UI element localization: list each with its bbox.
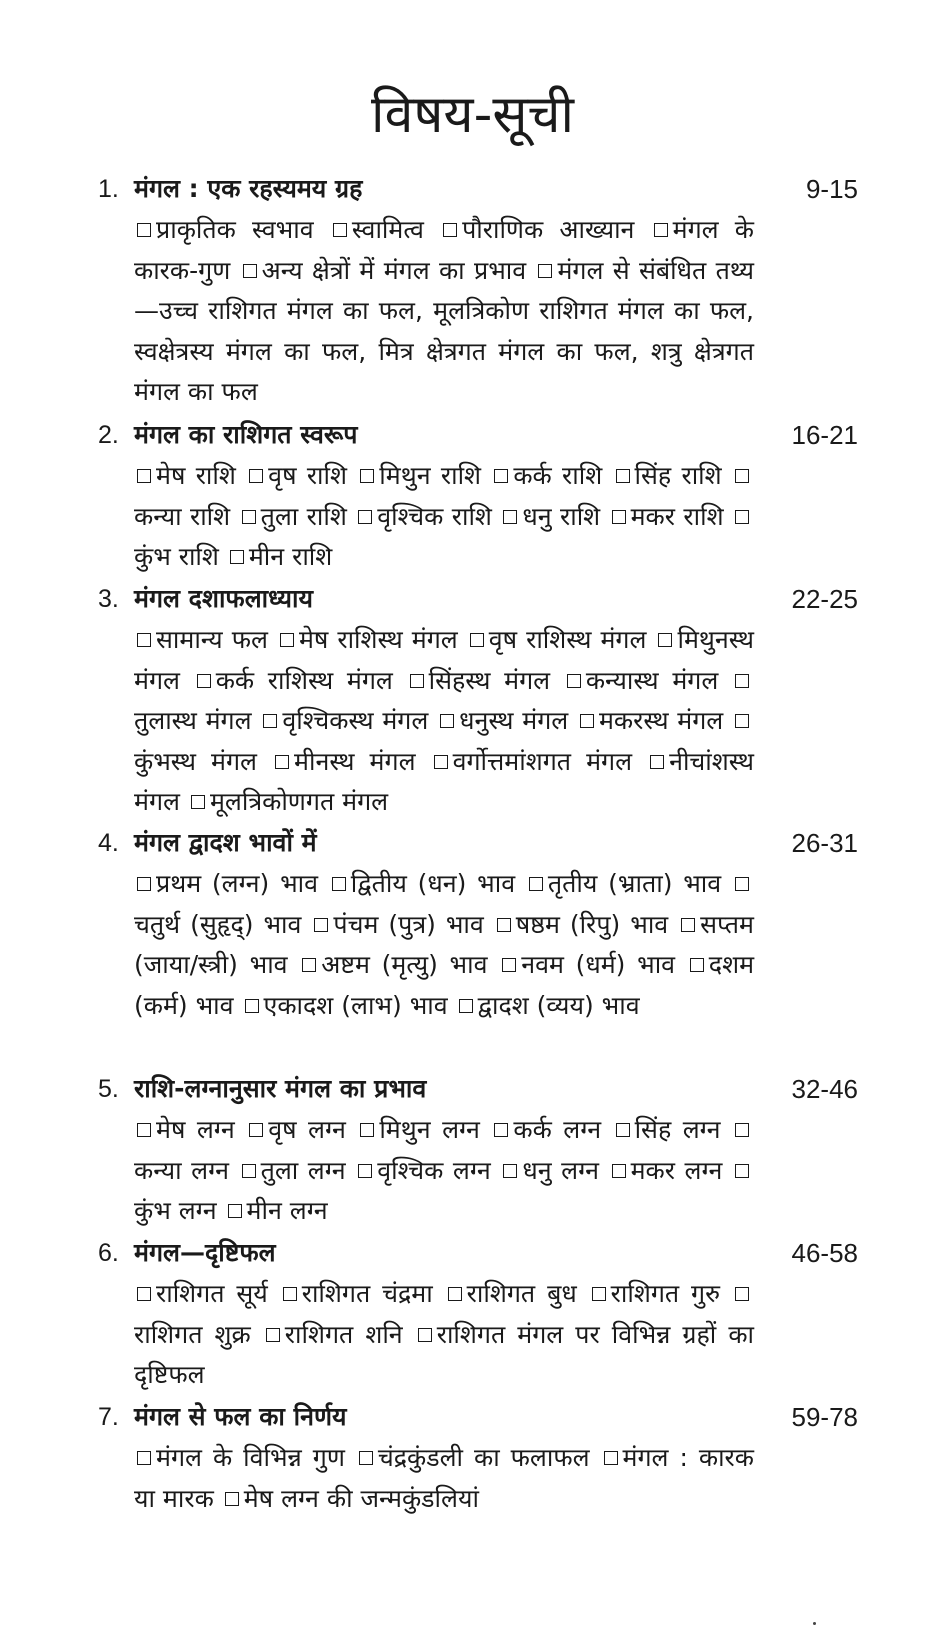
checkbox-bullet-icon [242, 1164, 256, 1178]
entry-page-range: 46-58 [791, 1238, 858, 1268]
checkbox-bullet-icon [681, 918, 695, 932]
checkbox-bullet-icon [538, 264, 552, 278]
list-item: कर्क राशिस्थ मंगल [215, 665, 393, 695]
list-item: कुंभस्थ मंगल [134, 746, 257, 776]
list-item: कुंभ राशि [134, 542, 219, 571]
list-item: मिथुन राशि [379, 461, 482, 490]
list-item: राशिगत चंद्रमा [301, 1279, 433, 1308]
checkbox-bullet-icon [494, 469, 508, 483]
list-item: नवम (धर्म) भाव [521, 950, 676, 979]
list-item: तुलास्थ मंगल [134, 706, 252, 735]
list-item: पंचम (पुत्र) भाव [333, 909, 484, 939]
list-item: कन्या राशि [134, 501, 231, 531]
list-item: कन्यास्थ मंगल [585, 665, 719, 695]
list-item: धनु राशि [522, 501, 601, 531]
list-item: मंगल के कारक-गुण [134, 215, 755, 285]
list-item: सिंह राशि [634, 461, 722, 490]
list-item: वर्गोत्तमांशगत मंगल [452, 746, 633, 776]
list-item: राशिगत गुरु [610, 1279, 721, 1308]
list-item: मीन राशि [248, 542, 333, 571]
checkbox-bullet-icon [249, 1123, 263, 1137]
list-item: राशिगत मंगल पर विभिन्न ग्रहों का दृष्टिफल [134, 1319, 754, 1389]
list-item: मीन लग्न [246, 1196, 328, 1225]
entry-heading [98, 1232, 858, 1274]
checkbox-bullet-icon [359, 1451, 373, 1465]
page-title: विषय-सूची [371, 85, 574, 145]
toc-entry-1 [98, 168, 858, 413]
checkbox-bullet-icon [360, 1123, 374, 1137]
checkbox-bullet-icon [314, 918, 328, 932]
entry-number: 4. [98, 829, 119, 857]
checkbox-bullet-icon [245, 999, 259, 1013]
checkbox-bullet-icon [360, 469, 374, 483]
checkbox-bullet-icon [280, 633, 294, 647]
toc-entry-4 [98, 822, 858, 1026]
list-item: नीचांशस्थ मंगल [134, 746, 754, 816]
list-item: वृष राशिस्थ मंगल [488, 625, 647, 654]
list-item: राशिगत बुध [466, 1279, 577, 1308]
entry-title: मंगल द्वादश भावों में [134, 828, 317, 857]
list-item: अष्टम (मृत्यु) भाव [321, 950, 488, 979]
list-item: मंगल से संबंधित तथ्य—उच्च राशिगत मंगल का फल, मूलत्रिकोण राशिगत मंगल का फल, स्वक्षेत्रस्य मंगल का फल, मित्र क्षेत्रगत मंगल का फल, शत्रु क्षेत्रगत मंगल का फल [134, 255, 754, 406]
list-item: सप्तम (जाया/स्त्री) भाव [134, 909, 754, 979]
checkbox-bullet-icon [137, 877, 151, 891]
entry-heading [98, 1068, 858, 1110]
checkbox-bullet-icon [494, 1123, 508, 1137]
checkbox-bullet-icon [332, 877, 346, 891]
list-item: तुला लग्न [260, 1155, 346, 1185]
list-item: मकरस्थ मंगल [598, 706, 724, 735]
checkbox-bullet-icon [735, 469, 749, 483]
checkbox-bullet-icon [735, 1287, 749, 1301]
entry-items [134, 864, 754, 1026]
list-item: वृष राशि [268, 461, 347, 490]
toc-entry-7 [98, 1396, 858, 1519]
toc-entry-5 [98, 1068, 858, 1232]
checkbox-bullet-icon [137, 469, 151, 483]
list-item: सामान्य फल [156, 625, 268, 654]
list-item: राशिगत सूर्य [156, 1279, 268, 1308]
checkbox-bullet-icon [735, 714, 749, 728]
list-item: प्रथम (लग्न) भाव [156, 869, 319, 898]
entry-number: 5. [98, 1075, 119, 1103]
list-item: राशिगत शनि [284, 1319, 403, 1349]
entry-heading [98, 822, 858, 864]
list-item: षष्ठम (रिपु) भाव [515, 909, 669, 939]
checkbox-bullet-icon [358, 1164, 372, 1178]
list-item: अन्य क्षेत्रों में मंगल का प्रभाव [261, 255, 527, 285]
list-item: कन्या लग्न [134, 1155, 229, 1185]
list-item: वृश्चिक लग्न [377, 1155, 491, 1185]
checkbox-bullet-icon [137, 1123, 151, 1137]
list-item: मेष लग्न [156, 1115, 235, 1144]
list-item: तुला राशि [260, 501, 347, 531]
entry-number: 2. [98, 421, 119, 449]
entry-number: 3. [98, 585, 119, 613]
entry-page-range: 32-46 [791, 1074, 858, 1104]
checkbox-bullet-icon [283, 1287, 297, 1301]
list-item: सिंहस्थ मंगल [428, 665, 551, 695]
list-item: कर्क राशि [513, 461, 603, 490]
checkbox-bullet-icon [470, 633, 484, 647]
entry-heading [98, 578, 858, 620]
list-item: मकर लग्न [630, 1155, 723, 1185]
page-mark [813, 1622, 816, 1625]
entry-heading [98, 414, 858, 456]
list-item: कर्क लग्न [513, 1115, 602, 1144]
checkbox-bullet-icon [497, 918, 511, 932]
checkbox-bullet-icon [448, 1287, 462, 1301]
entry-number: 1. [98, 175, 119, 203]
checkbox-bullet-icon [658, 633, 672, 647]
list-item: तृतीय (भ्राता) भाव [547, 869, 722, 898]
list-item: सिंह लग्न [634, 1115, 721, 1144]
checkbox-bullet-icon [410, 674, 424, 688]
entry-number: 7. [98, 1403, 119, 1431]
entry-page-range: 59-78 [791, 1402, 858, 1432]
list-item: स्वामित्व [351, 215, 424, 244]
checkbox-bullet-icon [230, 550, 244, 564]
checkbox-bullet-icon [275, 755, 289, 769]
entry-title: मंगल दशाफलाध्याय [134, 584, 314, 613]
checkbox-bullet-icon [191, 795, 205, 809]
entry-heading [98, 1396, 858, 1438]
list-item: पौराणिक आख्यान [462, 215, 635, 244]
checkbox-bullet-icon [735, 674, 749, 688]
entry-heading [98, 168, 858, 210]
entry-page-range: 26-31 [791, 828, 858, 858]
checkbox-bullet-icon [137, 1451, 151, 1465]
checkbox-bullet-icon [333, 223, 347, 237]
list-item: कुंभ लग्न [134, 1196, 217, 1225]
list-item: मेष लग्न की जन्मकुंडलियां [243, 1483, 479, 1513]
entry-page-range: 16-21 [791, 420, 858, 450]
list-item: मंगल के विभिन्न गुण [156, 1443, 345, 1472]
list-item: धनु लग्न [522, 1155, 600, 1185]
checkbox-bullet-icon [567, 674, 581, 688]
checkbox-bullet-icon [616, 469, 630, 483]
entry-items [134, 456, 754, 578]
checkbox-bullet-icon [612, 510, 626, 524]
checkbox-bullet-icon [443, 223, 457, 237]
checkbox-bullet-icon [502, 958, 516, 972]
checkbox-bullet-icon [735, 1123, 749, 1137]
checkbox-bullet-icon [225, 1492, 239, 1506]
entry-items [134, 1274, 754, 1396]
checkbox-bullet-icon [604, 1451, 618, 1465]
list-item: वृष लग्न [268, 1115, 346, 1144]
toc-entry-6 [98, 1232, 858, 1396]
list-item: मिथुन लग्न [379, 1115, 480, 1144]
checkbox-bullet-icon [580, 714, 594, 728]
checkbox-bullet-icon [302, 958, 316, 972]
checkbox-bullet-icon [358, 510, 372, 524]
checkbox-bullet-icon [249, 469, 263, 483]
checkbox-bullet-icon [137, 1287, 151, 1301]
list-item: मकर राशि [630, 501, 724, 531]
checkbox-bullet-icon [503, 1164, 517, 1178]
entry-items [134, 1110, 754, 1232]
list-item: चंद्रकुंडली का फलाफल [377, 1443, 590, 1472]
checkbox-bullet-icon [612, 1164, 626, 1178]
list-item: चतुर्थ (सुहृद्) भाव [134, 909, 302, 939]
checkbox-bullet-icon [529, 877, 543, 891]
list-item: द्वितीय (धन) भाव [350, 869, 516, 898]
entry-page-range: 22-25 [791, 584, 858, 614]
list-item: मंगल : कारक या मारक [134, 1443, 754, 1513]
checkbox-bullet-icon [266, 1328, 280, 1342]
checkbox-bullet-icon [735, 877, 749, 891]
list-item: द्वादश (व्यय) भाव [477, 990, 640, 1020]
checkbox-bullet-icon [616, 1123, 630, 1137]
checkbox-bullet-icon [197, 674, 211, 688]
entry-title: मंगल : एक रहस्यमय ग्रह [134, 174, 363, 203]
checkbox-bullet-icon [263, 714, 277, 728]
list-item: एकादश (लाभ) भाव [263, 990, 448, 1020]
checkbox-bullet-icon [137, 223, 151, 237]
checkbox-bullet-icon [228, 1204, 242, 1218]
checkbox-bullet-icon [735, 510, 749, 524]
entry-items [134, 620, 754, 823]
entry-items [134, 1438, 754, 1519]
checkbox-bullet-icon [418, 1328, 432, 1342]
checkbox-bullet-icon [434, 755, 448, 769]
checkbox-bullet-icon [137, 633, 151, 647]
entry-items [134, 210, 754, 413]
toc-entry-3 [98, 578, 858, 823]
list-item: मेष राशि [156, 461, 236, 490]
list-item: वृश्चिक राशि [377, 501, 492, 531]
checkbox-bullet-icon [654, 223, 668, 237]
toc-entry-2 [98, 414, 858, 578]
checkbox-bullet-icon [459, 999, 473, 1013]
list-item: दशम (कर्म) भाव [134, 950, 755, 1020]
entry-title: मंगल से फल का निर्णय [134, 1402, 347, 1431]
list-item: धनुस्थ मंगल [459, 706, 569, 735]
checkbox-bullet-icon [735, 1164, 749, 1178]
checkbox-bullet-icon [242, 510, 256, 524]
entry-title: मंगल—दृष्टिफल [134, 1238, 276, 1267]
checkbox-bullet-icon [650, 755, 664, 769]
list-item: प्राकृतिक स्वभाव [156, 215, 314, 244]
list-item: मीनस्थ मंगल [294, 746, 416, 776]
list-item: मूलत्रिकोणगत मंगल [209, 787, 389, 816]
checkbox-bullet-icon [592, 1287, 606, 1301]
checkbox-bullet-icon [243, 264, 257, 278]
entry-title: राशि-लग्नानुसार मंगल का प्रभाव [134, 1074, 427, 1103]
checkbox-bullet-icon [440, 714, 454, 728]
list-item: राशिगत शुक्र [134, 1319, 251, 1349]
list-item: मेष राशिस्थ मंगल [298, 625, 458, 654]
list-item: मिथुनस्थ मंगल [134, 625, 754, 695]
entry-page-range: 9-15 [805, 174, 858, 204]
checkbox-bullet-icon [503, 510, 517, 524]
checkbox-bullet-icon [690, 958, 704, 972]
entry-title: मंगल का राशिगत स्वरूप [134, 420, 358, 449]
list-item: वृश्चिकस्थ मंगल [282, 706, 429, 735]
entry-number: 6. [98, 1239, 119, 1267]
